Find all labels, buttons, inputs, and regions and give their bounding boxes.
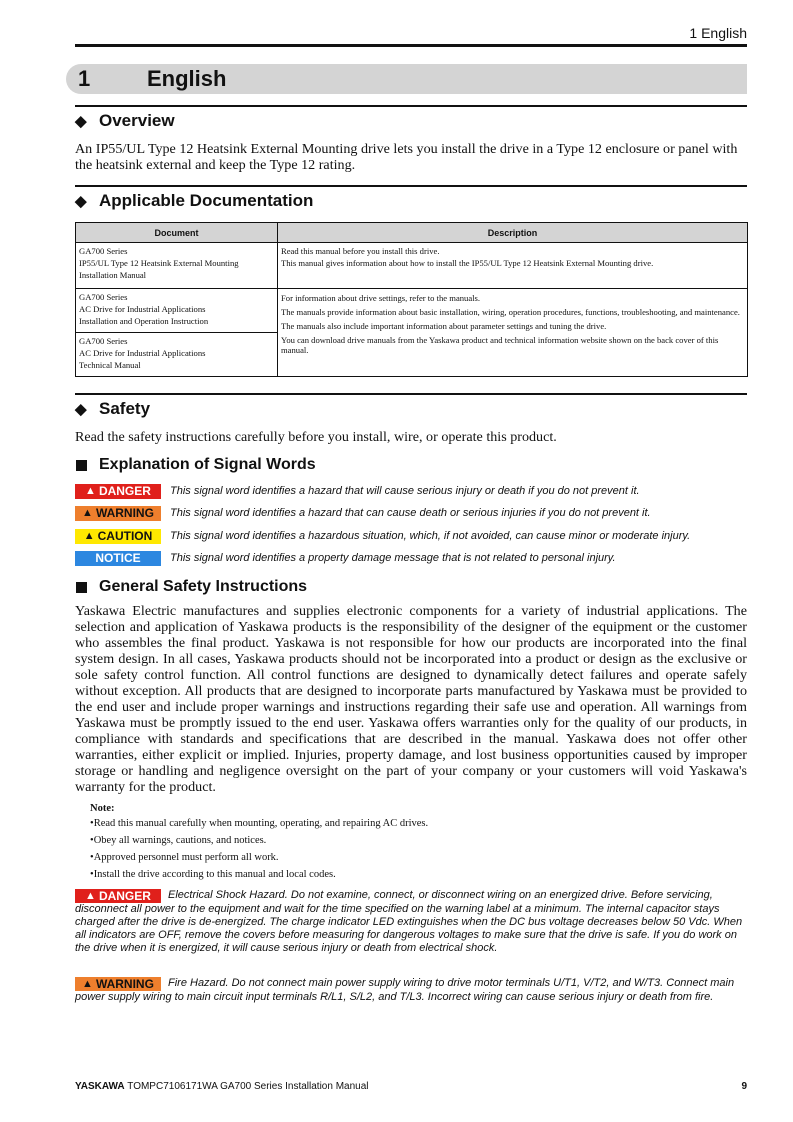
warning-triangle-icon: ▲: [85, 889, 96, 902]
note-item: •Read this manual carefully when mounting, operating, and repairing AC drives.: [90, 818, 429, 829]
signal-word-notice: [75, 550, 616, 566]
signal-word-danger: [75, 483, 640, 499]
fire-hazard: [75, 977, 747, 1004]
table-header-row: [76, 223, 748, 243]
table-row: [76, 289, 748, 333]
documentation-table: [75, 222, 748, 377]
chapter-number: 1: [78, 66, 91, 91]
safety-heading-text: Safety: [99, 399, 151, 418]
note-item: •Install the drive according to this manual and local codes.: [90, 869, 336, 880]
notice-badge: NOTICE: [75, 551, 161, 566]
warning-badge: ▲ WARNING: [75, 977, 161, 991]
description-cell: Read this manual before you install this drive. This manual gives information about how to install the IP55/UL Type 12 Heatsink External Mounting drive.: [278, 243, 748, 289]
square-bullet-icon: [76, 460, 87, 471]
document-cell: GA700 Series AC Drive for Industrial Applications Technical Manual: [76, 333, 278, 377]
footer-brand: YASKAWA: [75, 1081, 125, 1092]
note-item: •Approved personnel must perform all work.: [90, 852, 279, 863]
warning-triangle-icon: ▲: [85, 485, 96, 497]
general-safety-heading: [75, 578, 307, 596]
signal-word-description: This signal word identifies a hazard that will cause serious injury or death if you do not prevent it.: [170, 485, 640, 497]
danger-badge: ▲ DANGER: [75, 484, 161, 499]
warning-triangle-icon: ▲: [82, 507, 93, 519]
document-cell: GA700 Series IP55/UL Type 12 Heatsink External Mounting Installation Manual: [76, 243, 278, 289]
section-rule: [75, 105, 747, 107]
section-rule: [75, 393, 747, 395]
description-column-header: Description: [278, 223, 748, 243]
section-rule: [75, 185, 747, 187]
electrical-shock-hazard: [75, 889, 747, 955]
hazard-text: Fire Hazard. Do not connect main power supply wiring to drive motor terminals U/T1, V/T2, and W/T3. Connect main power supply wiring to main circuit input terminals R/L1, S/L2, and T/L3. Incorrect wiring can cause serious injury or death from fire.: [75, 977, 735, 1003]
signal-words-heading: [75, 456, 316, 474]
signal-word-description: This signal word identifies a hazardous situation, which, if not avoided, can cause minor or moderate injury.: [170, 530, 691, 542]
document-column-header: Document: [76, 223, 278, 243]
note-block: [90, 803, 428, 883]
table-row: [76, 243, 748, 289]
diamond-bullet-icon: ◆: [75, 113, 87, 130]
safety-heading: [75, 399, 150, 419]
caution-badge: ▲ CAUTION: [75, 529, 161, 544]
description-cell: For information about drive settings, refer to the manuals. The manuals provide information about basic installation, wiring, operation procedures, functions, troubleshooting, and maintenance. The manuals also include important information about parameter settings and tuning the drive. You can download drive manuals from the Yaskawa product and technical information website shown on the back cover of this manual.: [278, 289, 748, 377]
signal-word-warning: [75, 505, 651, 521]
chapter-title: English: [147, 66, 227, 91]
documentation-heading-text: Applicable Documentation: [99, 191, 314, 210]
footer-doc-number: TOMPC7106171WA GA700 Series Installation Manual: [127, 1081, 369, 1092]
overview-text: An IP55/UL Type 12 Heatsink External Mounting drive lets you install the drive in a Type 12 enclosure or panel with the heatsink external and keep the Type 12 rating.: [75, 141, 738, 173]
diamond-bullet-icon: ◆: [75, 401, 87, 418]
document-cell: GA700 Series AC Drive for Industrial Applications Installation and Operation Instruction: [76, 289, 278, 333]
warning-triangle-icon: ▲: [82, 977, 93, 990]
overview-heading: [75, 111, 175, 131]
overview-heading-text: Overview: [99, 111, 175, 130]
signal-word-description: This signal word identifies a property damage message that is not related to personal injury.: [170, 552, 616, 564]
signal-word-caution: [75, 528, 690, 544]
note-item: •Obey all warnings, cautions, and notices.: [90, 835, 267, 846]
general-safety-text: Yaskawa Electric manufactures and supplies electronic components for a variety of industrial applications. The selection and application of Yaskawa products is the responsibility of the designer of the equipment or the customer who assembles the final product. Yaskawa is not responsible for how our products are incorporated into the final system design. In all cases, Yaskawa products should not be incorporated into a product or design as the exclusive or sole safety control function. All control functions are designed to dynamically detect failures and operate safely without exception. All products that are designed to incorporate parts manufactured by Yaskawa must be provided to the end user and include proper warnings and instructions regarding their safe use and operation. All warnings from Yaskawa must be promptly issued to the end user. Yaskawa offers warranties only for the quality of our products, in compliance with standards and specifications that are described in the manual. Yaskawa does not offer other warranties, either explicit or implied. Injuries, property damage, and lost business opportunities caused by improper storage or handling and negligence oversight on the part of your company or your customers will void Yaskawa's warranty for the product.: [75, 603, 747, 795]
page-number: 9: [741, 1081, 747, 1092]
page-footer: [75, 1081, 747, 1092]
warning-badge: ▲ WARNING: [75, 506, 161, 521]
hazard-text: Electrical Shock Hazard. Do not examine, connect, or disconnect wiring on an energized drive. Before servicing, disconnect all power to the equipment and wait for the time specified on the warning label at a minimum. The internal capacitor stays charged after the drive is de-energized. The charge indicator LED extinguishes when the DC bus voltage decreases below 50 Vdc. When all indicators are OFF, remove the covers before measuring for dangerous voltages to make sure that the drive is safe. If you do work on the drive when it is energized, it will cause serious injury or death from electrical shock.: [75, 889, 743, 954]
chapter-heading: [66, 64, 747, 94]
signal-words-heading-text: Explanation of Signal Words: [99, 456, 316, 473]
running-header: 1 English: [689, 25, 747, 41]
safety-intro: Read the safety instructions carefully before you install, wire, or operate this product.: [75, 429, 557, 445]
documentation-heading: [75, 191, 313, 211]
general-safety-heading-text: General Safety Instructions: [99, 578, 308, 595]
signal-word-description: This signal word identifies a hazard that can cause death or serious injuries if you do not prevent it.: [170, 507, 651, 519]
danger-badge: ▲ DANGER: [75, 889, 161, 903]
header-rule: [75, 44, 747, 47]
diamond-bullet-icon: ◆: [75, 193, 87, 210]
note-label: Note:: [90, 803, 115, 814]
warning-triangle-icon: ▲: [83, 530, 95, 542]
square-bullet-icon: [76, 582, 87, 593]
